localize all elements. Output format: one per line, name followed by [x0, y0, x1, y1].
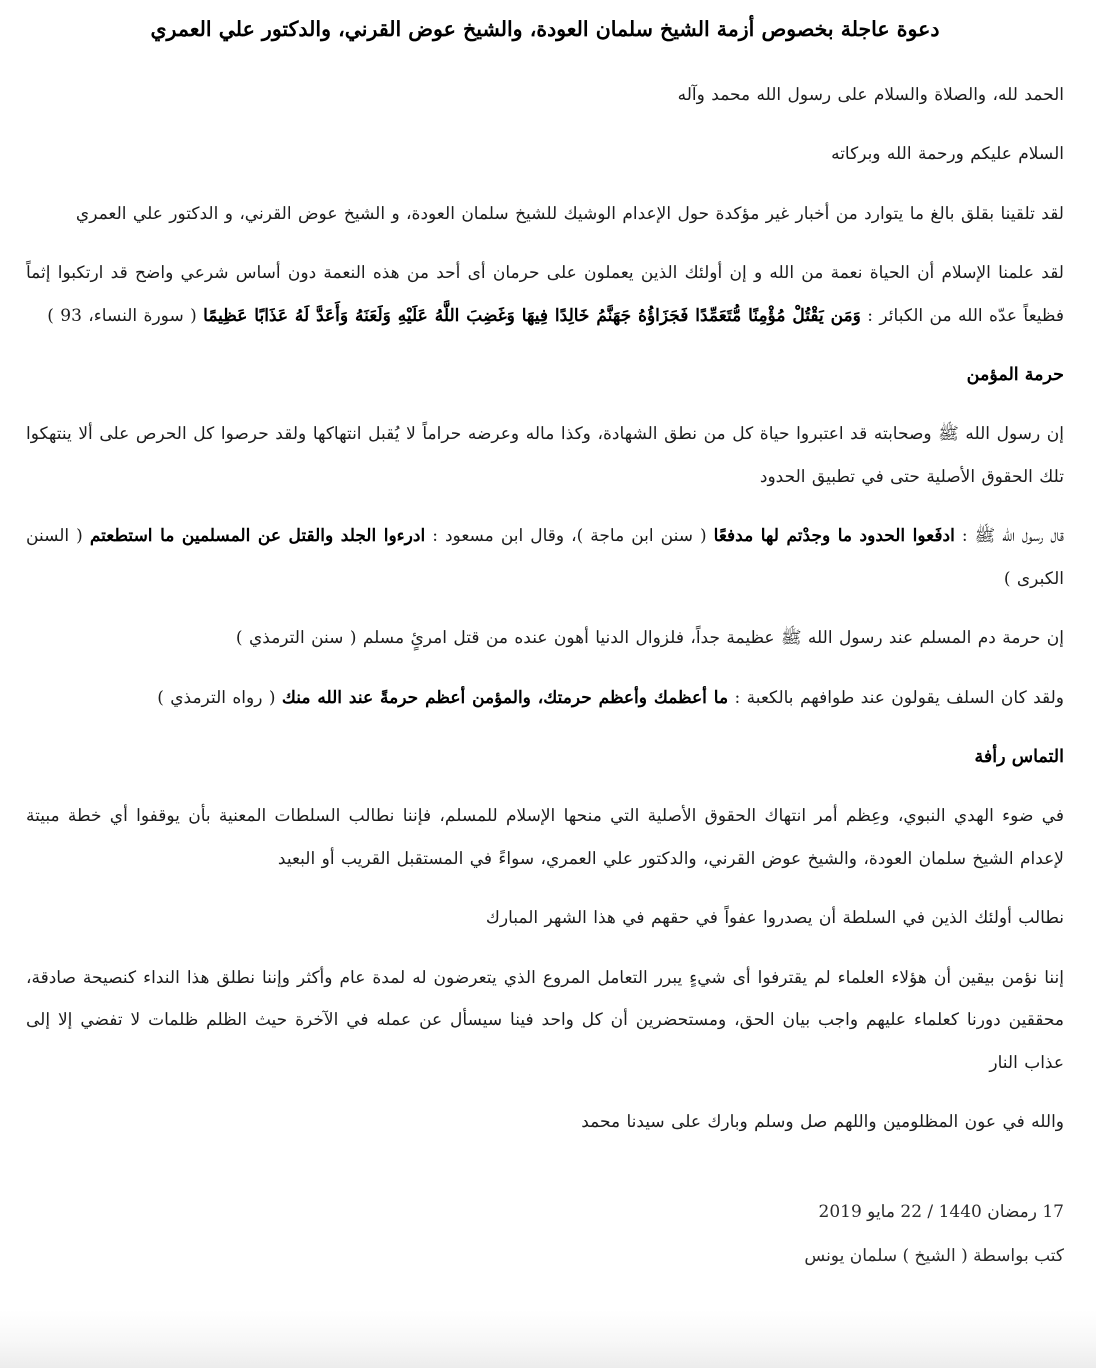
- text-run: إن رسول الله ﷺ وصحابته قد اعتبروا حياة كل من نطق الشهادة، وكذا ماله وعرضه حراماً لا يُقبل انتهاكها ولقد حرصوا كل الحرص على ألا ينتهكوا تلك الحقوق الأصلية حتى في تطبيق الحدود: [26, 424, 1064, 487]
- text-run: ( السنن الكبرى ): [26, 526, 1064, 589]
- bold-text-run: وَمَن يَقْتُلْ مُؤْمِنًا مُّتَعَمِّدًا فَجَزَاؤُهُ جَهَنَّمُ خَالِدًا فِيهَا وَغَضِبَ اللَّهُ عَلَيْهِ وَلَعَنَهُ وَأَعَدَّ لَهُ عَذَابًا عَظِيمًا: [203, 305, 861, 326]
- text-run: ولقد كان السلف يقولون عند طوافهم بالكعبة :: [728, 687, 1064, 708]
- document-byline: كتب بواسطة ( الشيخ ) سلمان يونس: [804, 1245, 1064, 1266]
- text-run: لقد تلقينا بقلق بالغ ما يتوارد من أخبار غير مؤكدة حول الإعدام الوشيك للشيخ سلمان العودة، و الشيخ عوض القرني، و الدكتور علي العمري: [75, 203, 1064, 224]
- paragraph: [26, 1101, 1064, 1144]
- paragraph: [26, 677, 1064, 720]
- paragraph: [26, 252, 1064, 337]
- text-run: والله في عون المظلومين واللهم صل وسلم وبارك على سيدنا محمد: [581, 1112, 1064, 1133]
- text-run: ( سنن ابن ماجة )، وقال ابن مسعود :: [425, 526, 714, 547]
- text-run: ( سورة النساء، 93 ): [47, 305, 204, 326]
- document-title: دعوة عاجلة بخصوص أزمة الشيخ سلمان العودة، والشيخ عوض القرني، والدكتور علي العمري: [150, 17, 940, 41]
- paragraph: [26, 795, 1064, 880]
- text-run: السلام عليكم ورحمة الله وبركاته: [831, 144, 1064, 165]
- paragraph: [26, 515, 1064, 600]
- paragraph: [26, 193, 1064, 236]
- paragraph: [26, 897, 1064, 940]
- text-run: قال رسول الله ﷺ :: [954, 526, 1064, 547]
- section-heading: [26, 736, 1064, 778]
- bold-text-run: التماس رأفة: [974, 747, 1064, 768]
- paragraph: [26, 133, 1064, 176]
- bold-text-run: حرمة المؤمن: [966, 365, 1064, 386]
- paragraph: [26, 74, 1064, 117]
- bottom-fade-gradient: [0, 1310, 1096, 1368]
- bold-text-run: ادفَعوا الحدود ما وجدْتم لها مدفعًا: [713, 526, 955, 547]
- text-run: لقد علمنا الإسلام أن الحياة نعمة من الله و إن أولئك الذين يعملون على حرمان أى أحد من هذه النعمة دون أساس شرعي واضح قد ارتكبوا إثماً فظيعاً عدّه الله من الكبائر :: [26, 263, 1064, 326]
- document-footer: [26, 1190, 1064, 1278]
- document-body: [26, 74, 1064, 1144]
- paragraph: [26, 957, 1064, 1085]
- text-run: نطالب أولئك الذين في السلطة أن يصدروا عفواً في حقهم في هذا الشهر المبارك: [485, 908, 1064, 929]
- paragraph: [26, 617, 1064, 660]
- paragraph: [26, 413, 1064, 498]
- section-heading: [26, 354, 1064, 396]
- bold-text-run: ادرءوا الجلد والقتل عن المسلمين ما استطعتم: [89, 526, 426, 547]
- document-date: 17 رمضان 1440 / 22 مايو 2019: [818, 1201, 1064, 1222]
- text-run: إننا نؤمن بيقين أن هؤلاء العلماء لم يقترفوا أى شيءٍ يبرر التعامل المروع الذي يتعرضون له لمدة عام وأكثر وإننا نطلق هذا النداء كنصيحة صادقة، محققين دورنا كعلماء عليهم واجب بيان الحق، ومستحضرين أن كل واحد فينا سيسأل عن عمله في الآخرة حيث الظلم ظلمات لا تفضي إلا إلى عذاب النار: [26, 967, 1064, 1073]
- bold-text-run: ما أعظمك وأعظم حرمتك، والمؤمن أعظم حرمةً عند الله منك: [281, 687, 729, 708]
- text-run: الحمد لله، والصلاة والسلام على رسول الله محمد وآله: [677, 84, 1064, 105]
- text-run: في ضوء الهدي النبوي، وعِظم أمر انتهاك الحقوق الأصلية التي منحها الإسلام للمسلم، فإننا نطالب السلطات المعنية بأن يوقفوا أي خطة مبيتة لإعدام الشيخ سلمان العودة، والشيخ عوض القرني، والدكتور علي العمري، سواءً في المستقبل القريب أو البعيد: [26, 806, 1064, 869]
- text-run: إن حرمة دم المسلم عند رسول الله ﷺ عظيمة جداً، فلزوال الدنيا أهون عنده من قتل امرئٍ مسلم ( سنن الترمذي ): [235, 628, 1064, 649]
- text-run: ( رواه الترمذي ): [157, 687, 282, 708]
